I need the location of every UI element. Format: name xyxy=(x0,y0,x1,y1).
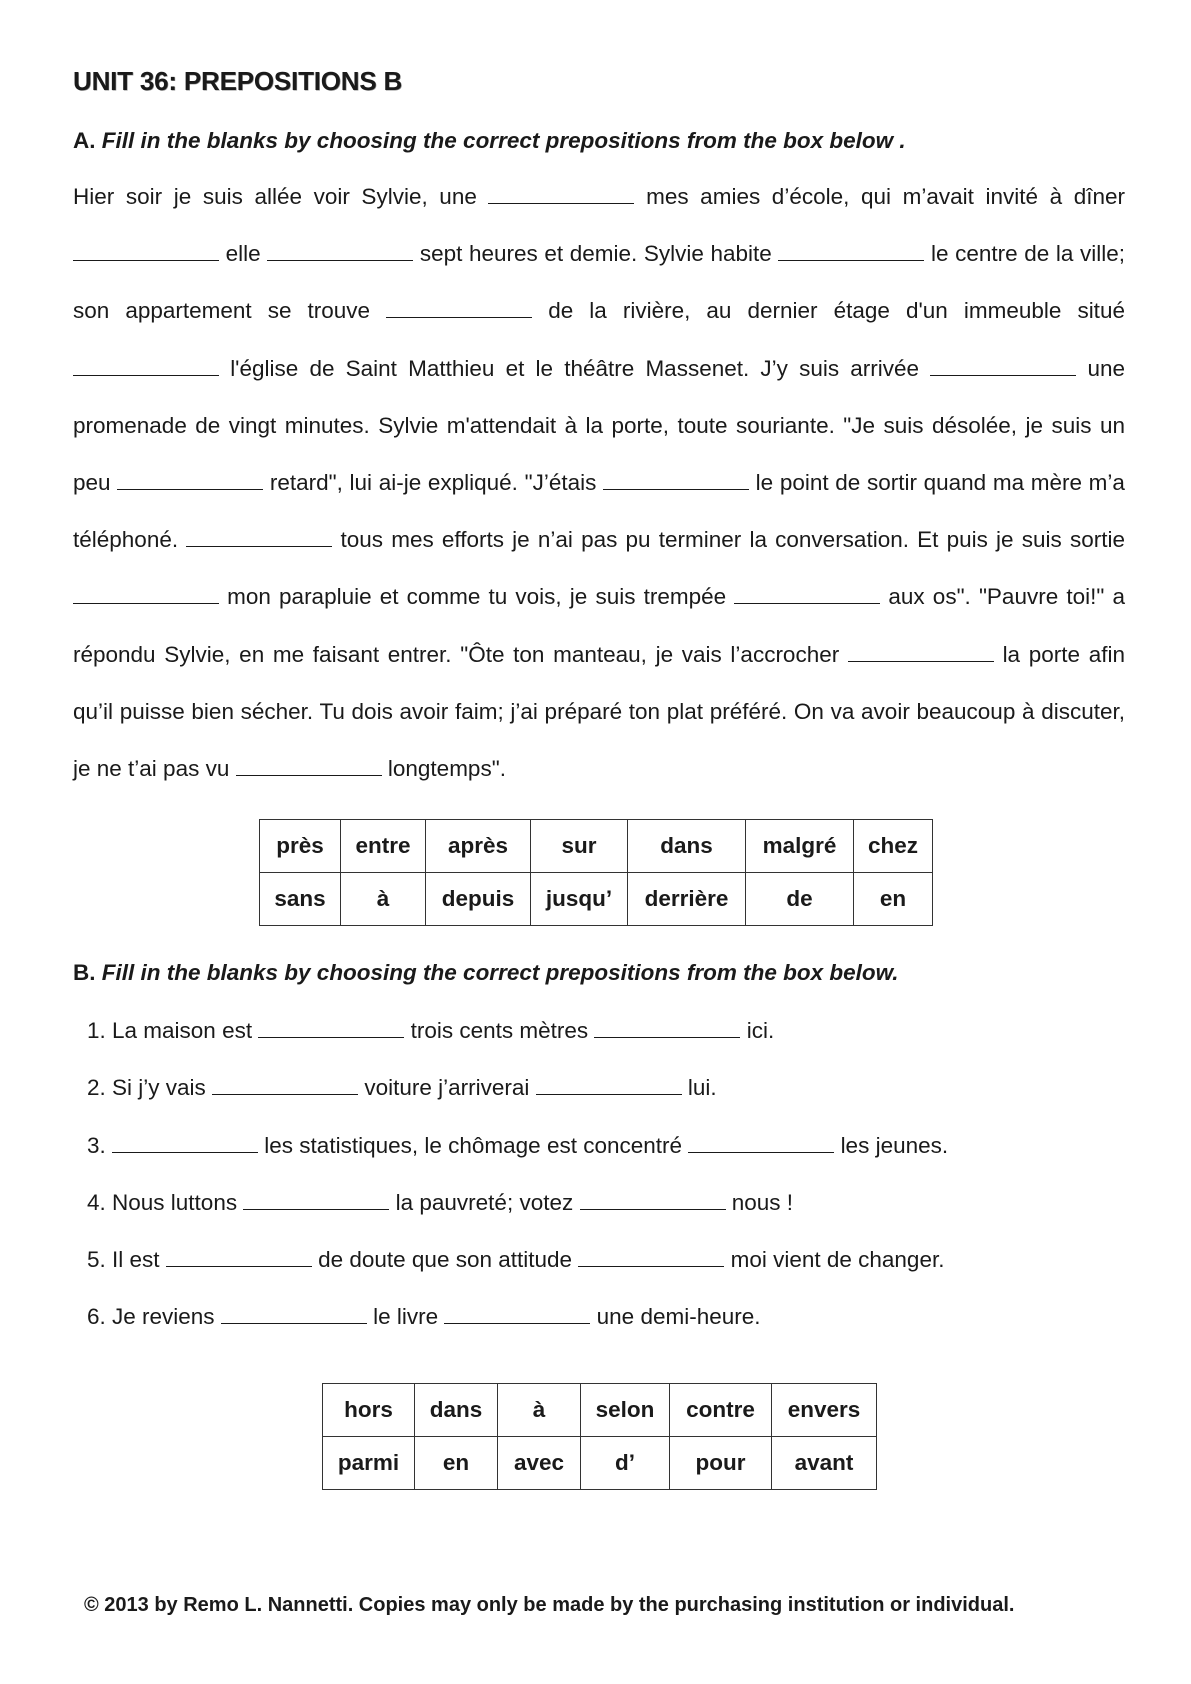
text-segment: trois cents mètres xyxy=(410,1018,589,1044)
word-box-a xyxy=(259,819,933,926)
blank-13[interactable] xyxy=(848,643,994,662)
text-segment: une demi-heure. xyxy=(596,1304,761,1330)
text-segment: une promenade de vingt minutes. Sylvie m'attendait à la porte, toute souriante. "Je suis désolée, je suis un peu xyxy=(73,355,1125,496)
text-segment: retard", lui ai-je expliqué. "J’étais xyxy=(269,470,597,496)
list-item xyxy=(87,1059,1125,1116)
word-cell: depuis xyxy=(426,873,531,926)
text-segment: le centre de la ville; son appartement se trouve xyxy=(73,241,1125,324)
text-segment: voiture j’arriverai xyxy=(364,1075,530,1101)
text-segment: ici. xyxy=(746,1018,775,1044)
text-segment: moi vient de changer. xyxy=(730,1247,945,1273)
text-segment: le point de sortir quand ma mère m’a téléphoné. xyxy=(73,470,1125,553)
blank-9[interactable] xyxy=(603,471,749,490)
text-segment: 4. Nous luttons xyxy=(87,1189,238,1215)
text-segment: de la rivière, au dernier étage d'un immeuble situé xyxy=(548,298,1125,324)
section-letter-b: B. xyxy=(73,960,96,986)
text-segment: l'église de Saint Matthieu et le théâtre Massenet. J’y suis arrivée xyxy=(230,355,920,381)
word-box-row xyxy=(323,1437,877,1490)
blank-12[interactable] xyxy=(734,585,880,604)
word-cell: après xyxy=(426,820,531,873)
word-cell: entre xyxy=(341,820,426,873)
blank-b5-2[interactable] xyxy=(578,1248,724,1267)
list-item xyxy=(87,1174,1125,1231)
blank-1[interactable] xyxy=(488,185,634,204)
blank-b3-2[interactable] xyxy=(688,1134,834,1153)
word-cell: de xyxy=(746,873,854,926)
page-title: UNIT 36: PREPOSITIONS B xyxy=(73,66,403,96)
word-cell: sur xyxy=(531,820,628,873)
text-segment: longtemps". xyxy=(387,756,506,782)
text-segment: tous mes efforts je n’ai pas pu terminer la conversation. Et puis je suis sortie xyxy=(340,527,1125,553)
blank-b1-2[interactable] xyxy=(594,1019,740,1038)
word-cell: hors xyxy=(323,1384,415,1437)
word-cell: sans xyxy=(260,873,341,926)
instruction-b-text: Fill in the blanks by choosing the correct prepositions from the box below. xyxy=(101,960,899,986)
text-segment: nous ! xyxy=(731,1189,794,1215)
blank-2[interactable] xyxy=(73,242,219,261)
word-cell: selon xyxy=(581,1384,670,1437)
word-cell: à xyxy=(498,1384,581,1437)
text-segment: la pauvreté; votez xyxy=(395,1189,574,1215)
copyright-footer: © 2013 by Remo L. Nannetti. Copies may only be made by the purchasing institution or individual. xyxy=(84,1594,1015,1616)
word-cell: avant xyxy=(772,1437,877,1490)
word-cell: chez xyxy=(854,820,933,873)
blank-b1-1[interactable] xyxy=(258,1019,404,1038)
word-cell: jusqu’ xyxy=(531,873,628,926)
worksheet xyxy=(73,66,1125,1490)
instruction-b xyxy=(73,960,1125,986)
text-segment: 1. La maison est xyxy=(87,1018,253,1044)
word-cell: près xyxy=(260,820,341,873)
word-cell: en xyxy=(854,873,933,926)
text-segment: sept heures et demie. Sylvie habite xyxy=(419,241,772,267)
word-cell: envers xyxy=(772,1384,877,1437)
blank-5[interactable] xyxy=(386,299,532,318)
word-cell: dans xyxy=(415,1384,498,1437)
word-cell: dans xyxy=(628,820,746,873)
exercise-b-list xyxy=(87,1002,1125,1345)
text-segment: la porte afin qu’il puisse bien sécher. Tu dois avoir faim; j’ai préparé ton plat préféré. On va avoir beaucoup à discuter, je ne t’ai pas vu xyxy=(73,641,1125,782)
blank-b2-1[interactable] xyxy=(212,1076,358,1095)
text-segment: 2. Si j’y vais xyxy=(87,1075,206,1101)
blank-3[interactable] xyxy=(267,242,413,261)
word-cell: pour xyxy=(670,1437,772,1490)
text-segment: 6. Je reviens xyxy=(87,1304,215,1330)
text-segment: 3. xyxy=(87,1132,106,1158)
text-segment: aux os". "Pauvre toi!" a répondu Sylvie, en me faisant entrer. "Ôte ton manteau, je vais l’accrocher xyxy=(73,584,1125,667)
text-segment: elle xyxy=(225,241,261,267)
text-segment: les statistiques, le chômage est concentré xyxy=(264,1132,683,1158)
text-segment: mon parapluie et comme tu vois, je suis trempée xyxy=(227,584,727,610)
instruction-a-text: Fill in the blanks by choosing the correct prepositions from the box below . xyxy=(101,128,906,153)
blank-b4-2[interactable] xyxy=(580,1191,726,1210)
text-segment: de doute que son attitude xyxy=(318,1247,573,1273)
list-item xyxy=(87,1231,1125,1288)
blank-b2-2[interactable] xyxy=(536,1076,682,1095)
word-cell: à xyxy=(341,873,426,926)
list-item xyxy=(87,1117,1125,1174)
word-cell: avec xyxy=(498,1437,581,1490)
word-box-row xyxy=(323,1384,877,1437)
blank-14[interactable] xyxy=(236,757,382,776)
section-letter-a: A. xyxy=(73,128,96,153)
list-item xyxy=(87,1002,1125,1059)
blank-7[interactable] xyxy=(930,357,1076,376)
blank-4[interactable] xyxy=(778,242,924,261)
text-segment: Hier soir je suis allée voir Sylvie, une xyxy=(73,184,477,209)
word-cell: d’ xyxy=(581,1437,670,1490)
word-box-row xyxy=(260,873,933,926)
instruction-a xyxy=(73,128,1125,154)
text-segment: lui. xyxy=(687,1075,717,1101)
word-cell: malgré xyxy=(746,820,854,873)
text-segment: 5. Il est xyxy=(87,1247,160,1273)
text-segment: les jeunes. xyxy=(840,1132,949,1158)
word-box-row xyxy=(260,820,933,873)
word-box-b xyxy=(322,1383,877,1490)
word-cell: parmi xyxy=(323,1437,415,1490)
blank-b6-2[interactable] xyxy=(444,1305,590,1324)
word-cell: derrière xyxy=(628,873,746,926)
word-cell: contre xyxy=(670,1384,772,1437)
blank-b3-1[interactable] xyxy=(112,1134,258,1153)
blank-6[interactable] xyxy=(73,357,219,376)
blank-b6-1[interactable] xyxy=(221,1305,367,1324)
blank-b4-1[interactable] xyxy=(243,1191,389,1210)
blank-10[interactable] xyxy=(186,528,332,547)
word-cell: en xyxy=(415,1437,498,1490)
text-segment: mes amies d’école, qui m’avait invité à dîner xyxy=(646,184,1125,209)
blank-b5-1[interactable] xyxy=(166,1248,312,1267)
blank-8[interactable] xyxy=(117,471,263,490)
list-item xyxy=(87,1288,1125,1345)
exercise-a-paragraph xyxy=(73,168,1125,797)
text-segment: le livre xyxy=(373,1304,439,1330)
blank-11[interactable] xyxy=(73,585,219,604)
